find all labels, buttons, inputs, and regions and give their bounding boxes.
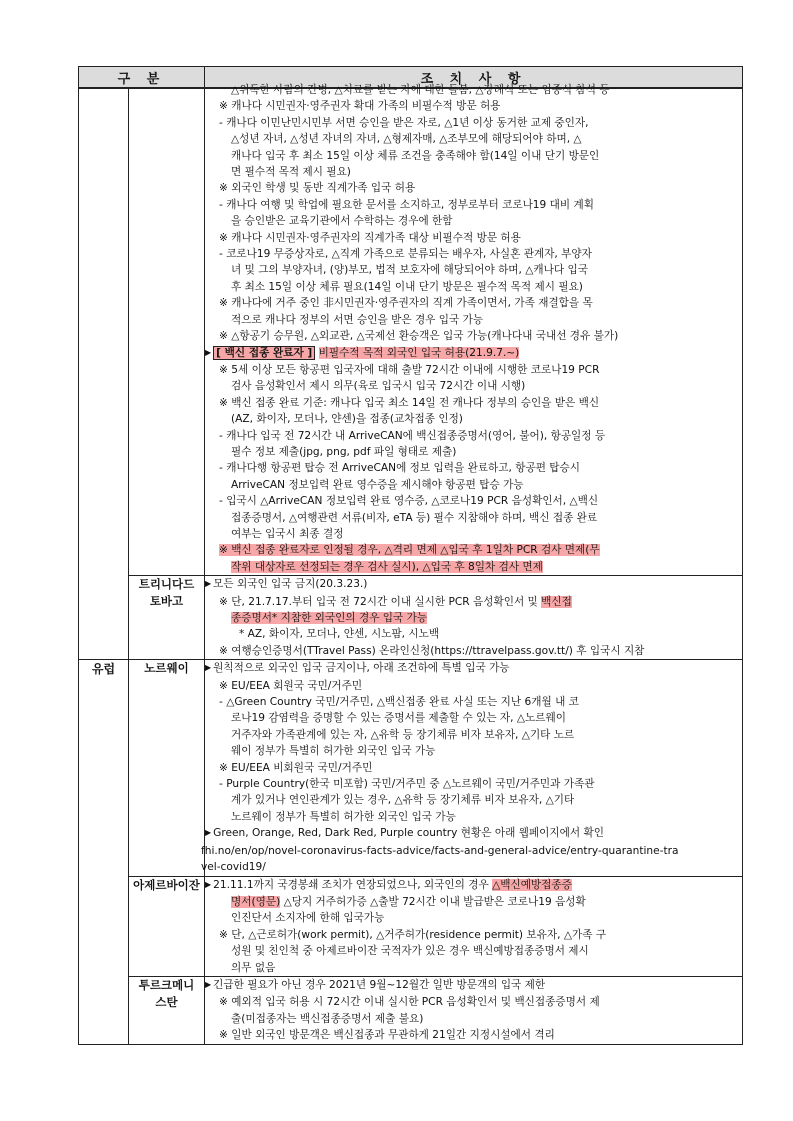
text-line: 종증명서* 지참한 외국인의 경우 입국 가능	[231, 612, 428, 624]
text-line: 성원 및 친인척 중 아제르바이잔 국적자가 있은 경우 백신예방접종증명서 제시	[231, 945, 589, 958]
text-line: 필수 정보 제출(jpg, png, pdf 파일 형태로 제출)	[231, 445, 457, 458]
country-turkmenistan: 투르크메니 스탄	[129, 976, 205, 1044]
text-line: - Purple Country(한국 미포함) 국민/거주민 중 △노르웨이 국민/거주민과 가족관	[219, 778, 595, 791]
text-line: ※ EU/EEA 회원국 국민/거주민	[219, 679, 363, 692]
text-line: ※ 예외적 입국 허용 시 72시간 이내 실시한 PCR 음성확인서 및 백신접종증명서 제	[219, 996, 600, 1009]
table-row-norway	[79, 660, 743, 876]
text-line: ※ 단, 21.7.17.부터 입국 전 72시간 이내 실시한 PCR 음성확인서 및 백신접	[219, 595, 572, 608]
text-line: 면 필수적 목적 제시 필요)	[231, 166, 351, 179]
canada-content	[205, 84, 743, 576]
header-category: 구 분	[79, 67, 205, 89]
text-line: - 캐나다 여행 및 학업에 필요한 문서를 소지하고, 정부로부터 코로나19 대비 계획	[219, 198, 594, 211]
text-line: △위독한 사람의 간병, △치료를 받는 자에 대한 돌봄, △장례식 또는 임종식 참석 등	[231, 84, 610, 96]
text-line: ※ 캐나다 시민권자·영주권자의 직계가족 대상 비필수적 방문 허용	[219, 231, 521, 244]
norway-url-line: fhi.no/en/op/novel-coronavirus-facts-advice/facts-and-general-advice/entry-quarantine-tra	[201, 844, 679, 857]
text-line: ▶ 모든 외국인 입국 금지(20.3.23.)	[205, 578, 368, 591]
table-row-trinidad	[79, 576, 743, 660]
vaccinated-heading	[205, 345, 742, 362]
text-line: - 입국시 △ArriveCAN 정보입력 완료 영수증, △코로나19 PCR 음성확인서, △백신	[219, 495, 599, 508]
region-cell-empty	[79, 576, 129, 660]
text-line: ArriveCAN 정보입력 완료 영수증을 제시해야 항공편 탑승 가능	[231, 478, 524, 491]
text-line: 출(미접종자는 백신접종증명서 제출 불요)	[231, 1012, 424, 1025]
text-line: 녀 및 그의 부양자녀, (양)부모, 법적 보호자에 해당되어야 하며, △캐나다 입국	[231, 264, 588, 277]
bullet-triangle-icon: ▶	[205, 663, 212, 673]
text-line: ※ 여행승인증명서(TTravel Pass) 온라인신청(https://ttravelpass.gov.tt/) 후 입국시 지참	[219, 644, 645, 657]
text-line: - 코로나19 무증상자로, △직계 가족으로 분류되는 배우자, 사실혼 관계자, 부양자	[219, 248, 592, 261]
text-line: ※ 외국인 학생 및 동반 직계가족 입국 허용	[219, 182, 416, 195]
text-line: - 캐나다 이민난민시민부 서면 승인을 받은 자로, △1년 이상 동거한 교제 중인자,	[219, 116, 589, 129]
highlight-line: ※ 백신 접종 완료자로 인정될 경우, △격리 면제 △입국 후 1일차 PCR 검사 면제(무	[219, 544, 600, 557]
text-line: 접종증명서, △여행관련 서류(비자, eTA 등) 필수 지참해야 하며, 백신 접종 완료	[231, 511, 598, 524]
bullet-triangle-icon: ▶	[205, 347, 212, 357]
text-line: ※ 캐나다에 거주 중인 非시민권자·영주권자의 직계 가족이면서, 가족 재결합을 목	[219, 297, 593, 310]
text-line: ▶ 긴급한 필요가 아닌 경우 2021년 9월~12월간 일반 방문객의 입국 제한	[205, 978, 546, 991]
text-line: ▶ Green, Orange, Red, Dark Red, Purple country 현황은 아래 웹페이지에서 확인	[205, 827, 604, 840]
text-line: ※ 단, △근로허가(work permit), △거주허가(residence permit) 보유자, △가족 구	[219, 928, 607, 941]
region-cell-empty	[79, 88, 129, 576]
text-line: - △Green Country 국민/거주민, △백신접종 완료 사실 또는 지난 6개월 내 코	[219, 696, 579, 709]
vaccinated-entry-text: 비필수적 목적 외국인 입국 허용(21.9.7.~)	[318, 346, 520, 359]
region-europe: 유럽	[79, 660, 129, 1044]
text-line: * AZ, 화이자, 모더나, 얀센, 시노팜, 시노백	[239, 628, 440, 641]
azerbaijan-content	[205, 876, 743, 976]
text-line: ※ EU/EEA 비회원국 국민/거주민	[219, 761, 373, 774]
bullet-triangle-icon: ▶	[205, 979, 212, 989]
text-line: 웨이 정부가 특별히 허가한 외국인 입국 가능	[231, 745, 436, 758]
text-line: ▶ 원칙적으로 외국인 입국 금지이나, 아래 조건하에 특별 입국 가능	[205, 662, 510, 675]
trinidad-content	[205, 576, 743, 660]
text-line: 로나19 감염력을 증명할 수 있는 증명서를 제출할 수 있는 자, △노르웨이	[231, 712, 566, 725]
header-measures: 조 치 사 항	[205, 67, 743, 89]
country-cell-empty	[129, 88, 205, 576]
text-line: 을 승인받은 교육기관에서 수학하는 경우에 한함	[231, 215, 453, 228]
bullet-triangle-icon: ▶	[205, 828, 212, 838]
text-line: ※ 캐나다 시민권자·영주권자 확대 가족의 비필수적 방문 허용	[219, 100, 501, 113]
text-line: (AZ, 화이자, 모더나, 얀센)을 접종(교차접종 인정)	[231, 413, 463, 426]
text-line: 명서(영문) △당지 거주허가증 △출발 72시간 이내 발급받은 코로나19 음성확	[231, 895, 586, 908]
text-line: 적으로 캐나다 정부의 서면 승인을 받은 경우 입국 가능	[231, 313, 484, 326]
text-line: 캐나다 입국 후 최소 15일 이상 체류 조건을 충족해야 함(14일 이내 단기 방문인	[231, 149, 600, 162]
table-row-turkmenistan	[79, 976, 743, 1044]
measures-table	[78, 66, 743, 1045]
text-line: 여부는 입국시 최종 결정	[231, 527, 344, 540]
country-norway: 노르웨이	[129, 660, 205, 876]
vaccinated-box: [ 백신 접종 완료자 ]	[213, 346, 315, 360]
text-line: ※ 백신 접종 완료 기준: 캐나다 입국 최소 14일 전 캐나다 정부의 승인을 받은 백신	[219, 396, 600, 409]
text-line: 노르웨이 정부가 특별히 허가한 외국인 입국 가능	[231, 810, 456, 823]
bullet-triangle-icon: ▶	[205, 579, 212, 589]
table-row-azerbaijan	[79, 876, 743, 976]
country-trinidad: 트리니다드 토바고	[129, 576, 205, 660]
norway-content	[201, 660, 743, 876]
bullet-triangle-icon: ▶	[205, 879, 212, 889]
text-line: ▶ 21.11.1까지 국경봉쇄 조치가 연장되었으나, 외국인의 경우 △백신예방접종증	[205, 878, 572, 891]
text-line: ※ △항공기 승무원, △외교관, △국제선 환승객은 입국 가능(캐나다내 국내선 경유 불가)	[219, 330, 619, 343]
highlight-line: 작위 대상자로 선정되는 경우 검사 실시), △입국 후 8일차 검사 면제	[231, 560, 543, 573]
country-azerbaijan: 아제르바이잔	[129, 876, 205, 976]
text-line: ※ 5세 이상 모든 항공편 입국자에 대해 출발 72시간 이내에 시행한 코로나19 PCR	[219, 363, 600, 376]
text-line: - 캐나다행 항공편 탑승 전 ArriveCAN에 정보 입력을 완료하고, 항공편 탑승시	[219, 462, 581, 475]
turkmenistan-content	[205, 976, 743, 1044]
text-line: 검사 음성확인서 제시 의무(육로 입국시 입국 72시간 이내 시행)	[231, 380, 526, 393]
text-line: 후 최소 15일 이상 체류 필요(14일 이내 단기 방문은 필수적 목적 제시 필요)	[231, 280, 583, 293]
text-line: 거주자와 가족관계에 있는 자, △유학 등 장기체류 비자 보유자, △기타 노르	[231, 728, 575, 741]
text-line: 인진단서 소지자에 한해 입국가능	[231, 912, 385, 925]
text-line: 계가 있거나 연인관계가 있는 경우, △유학 등 장기체류 비자 보유자, △기타	[231, 794, 575, 807]
table-row-canada	[79, 88, 743, 576]
norway-url-line: vel-covid19/	[201, 861, 266, 874]
text-line: △성년 자녀, △성년 자녀의 자녀, △형제자매, △조부모에 해당되어야 하며, △	[231, 133, 582, 146]
text-line: ※ 일반 외국인 방문객은 백신접종과 무관하게 21일간 지정시설에서 격리	[219, 1029, 555, 1042]
text-line: - 캐나다 입국 전 72시간 내 ArriveCAN에 백신접종증명서(영어, 불어), 항공일정 등	[219, 429, 606, 442]
text-line: 의무 없음	[231, 961, 276, 974]
